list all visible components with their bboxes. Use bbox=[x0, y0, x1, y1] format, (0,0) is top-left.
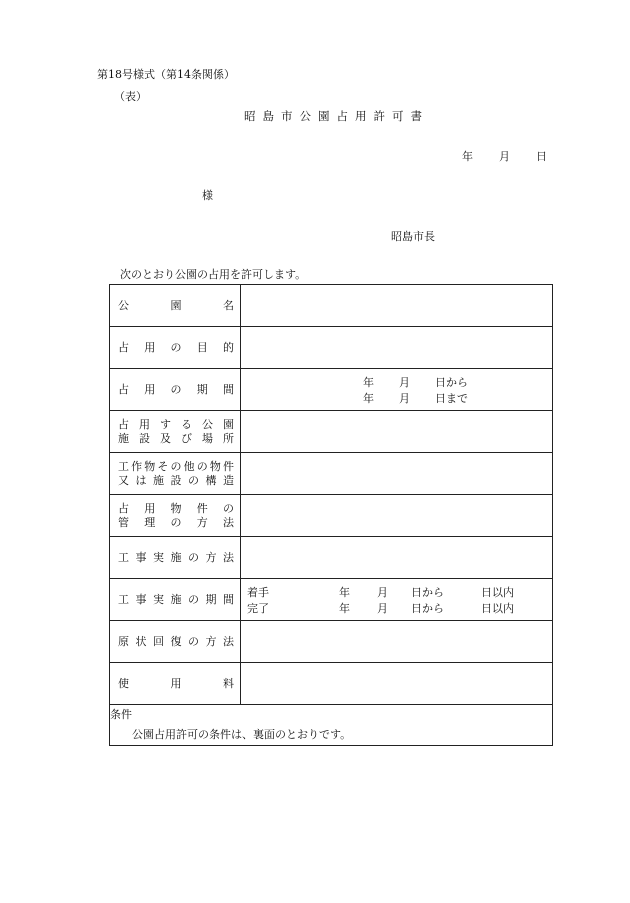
row-value[interactable] bbox=[241, 495, 553, 537]
row-value[interactable] bbox=[241, 369, 553, 411]
date-month: 月 bbox=[499, 150, 510, 163]
permit-table bbox=[109, 284, 553, 746]
row-value-area bbox=[241, 411, 552, 452]
row-label-line: 施 設 及 び 場 所 bbox=[118, 431, 234, 445]
table-row bbox=[110, 579, 553, 621]
row-value-area bbox=[241, 579, 552, 620]
row-label bbox=[110, 285, 241, 327]
form-number: 第18号様式（第14条関係） bbox=[97, 68, 235, 81]
row-value-area bbox=[241, 369, 552, 410]
row-value-area bbox=[241, 663, 552, 704]
table-row bbox=[110, 453, 553, 495]
table-row bbox=[110, 369, 553, 411]
row-value[interactable] bbox=[241, 663, 553, 705]
row-label bbox=[110, 369, 241, 411]
row-label bbox=[110, 327, 241, 369]
table-row bbox=[110, 327, 553, 369]
row-label bbox=[110, 621, 241, 663]
value-end: 日まで bbox=[435, 392, 468, 405]
row-label-line: 工 事 実 施 の 方 法 bbox=[118, 550, 234, 564]
conditions-title: 条件 bbox=[110, 708, 132, 721]
value-suffix: 日以内 bbox=[481, 586, 514, 599]
row-label-line: 工 事 実 施 の 期 間 bbox=[118, 592, 234, 606]
intro-text: 次のとおり公園の占用を許可します。 bbox=[120, 268, 307, 281]
row-value[interactable] bbox=[241, 327, 553, 369]
table-row bbox=[110, 285, 553, 327]
addressee-suffix: 様 bbox=[202, 189, 213, 202]
side-label: （表） bbox=[114, 90, 147, 103]
value-prefix: 完了 bbox=[247, 602, 269, 615]
row-value[interactable] bbox=[241, 285, 553, 327]
value-suffix: 日以内 bbox=[481, 602, 514, 615]
table-row bbox=[110, 411, 553, 453]
value-prefix: 着手 bbox=[247, 586, 269, 599]
issue-date bbox=[462, 148, 547, 164]
value-month: 月 bbox=[399, 376, 410, 389]
value-end: 日から bbox=[435, 376, 468, 389]
row-label-line: 原 状 回 復 の 方 法 bbox=[118, 634, 234, 648]
row-value-area bbox=[241, 537, 552, 578]
row-label bbox=[110, 579, 241, 621]
conditions-text: 公園占用許可の条件は、裏面のとおりです。 bbox=[132, 728, 352, 741]
row-label bbox=[110, 663, 241, 705]
value-month: 月 bbox=[377, 602, 388, 615]
row-label-line: 公 園 名 bbox=[118, 298, 234, 312]
row-value-area bbox=[241, 453, 552, 494]
row-value[interactable] bbox=[241, 579, 553, 621]
value-year: 年 bbox=[363, 376, 374, 389]
row-label bbox=[110, 537, 241, 579]
value-end: 日から bbox=[411, 586, 444, 599]
row-value-area bbox=[241, 327, 552, 368]
row-label-line: 管 理 の 方 法 bbox=[118, 515, 234, 529]
row-label bbox=[110, 495, 241, 537]
table-row bbox=[110, 537, 553, 579]
value-month: 月 bbox=[377, 586, 388, 599]
value-month: 月 bbox=[399, 392, 410, 405]
row-value-area bbox=[241, 285, 552, 326]
row-value[interactable] bbox=[241, 411, 553, 453]
conditions-row bbox=[110, 705, 553, 746]
row-label bbox=[110, 453, 241, 495]
value-year: 年 bbox=[339, 602, 350, 615]
row-label-line: 工 作 物 そ の 他 の 物 件 bbox=[118, 459, 234, 473]
row-value[interactable] bbox=[241, 537, 553, 579]
conditions-cell bbox=[110, 705, 553, 746]
value-end: 日から bbox=[411, 602, 444, 615]
table-row bbox=[110, 663, 553, 705]
row-label-line: 使 用 料 bbox=[118, 676, 234, 690]
row-label bbox=[110, 411, 241, 453]
row-value-area bbox=[241, 621, 552, 662]
table-row bbox=[110, 621, 553, 663]
row-label-line: 占 用 物 件 の bbox=[118, 501, 234, 515]
row-label-line: 占 用 の 目 的 bbox=[118, 340, 234, 354]
row-value-area bbox=[241, 495, 552, 536]
value-year: 年 bbox=[363, 392, 374, 405]
date-year: 年 bbox=[462, 150, 473, 163]
value-year: 年 bbox=[339, 586, 350, 599]
row-label-line: 占 用 す る 公 園 bbox=[118, 417, 234, 431]
table-row bbox=[110, 495, 553, 537]
date-day: 日 bbox=[536, 150, 547, 163]
document-title: 昭島市公園占用許可書 bbox=[244, 109, 429, 123]
row-value[interactable] bbox=[241, 621, 553, 663]
issuer-name: 昭島市長 bbox=[391, 230, 435, 243]
row-label-line: 又 は 施 設 の 構 造 bbox=[118, 473, 234, 487]
row-label-line: 占 用 の 期 間 bbox=[118, 382, 234, 396]
row-value[interactable] bbox=[241, 453, 553, 495]
